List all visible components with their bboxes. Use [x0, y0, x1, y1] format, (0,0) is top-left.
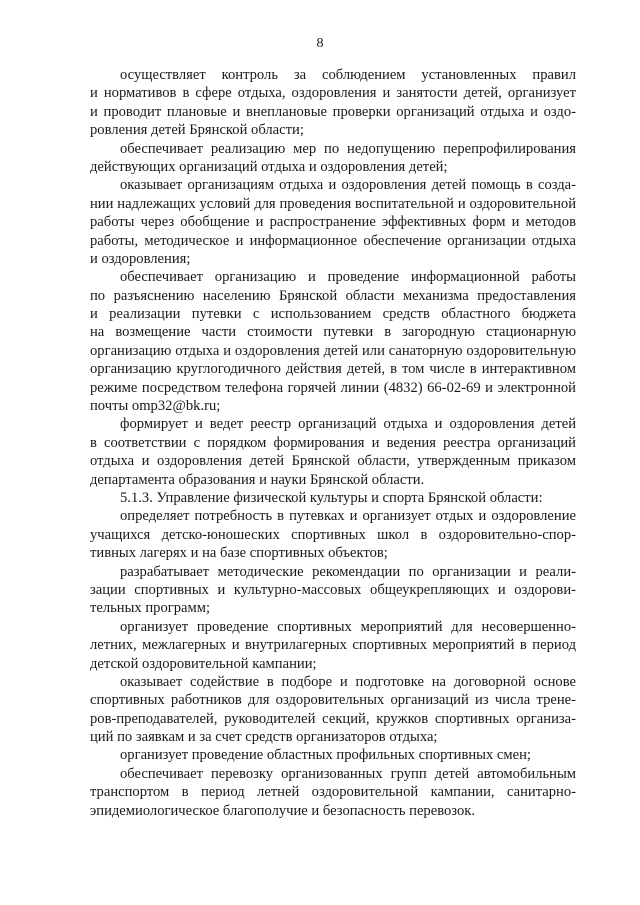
text-line: определяет потребность в путевках и организует отдых и оздоровление	[120, 508, 576, 525]
text-line: ровления детей Брянской области;	[90, 122, 304, 139]
text-line: формирует и ведет реестр организаций отдыха и оздоровления детей	[120, 416, 576, 433]
text-line: и проводит плановые и внеплановые проверки организаций отдыха и оздо-	[90, 103, 576, 120]
text-line: обеспечивает организацию и проведение информационной работы	[120, 269, 576, 286]
text-line: организацию отдыха и оздоровления детей или санаторную оздоровительную	[90, 342, 576, 359]
text-line: и оздоровления;	[90, 250, 191, 267]
text-line: учащихся детско-юношеских спортивных школ в оздоровительно-спор-	[90, 526, 576, 543]
text-line: обеспечивает перевозку организованных групп детей автомобильным	[120, 765, 576, 782]
text-line: зации спортивных и культурно-массовых общеукрепляющих и оздорови-	[90, 581, 576, 598]
text-line: спортивных работников для оздоровительных организаций из числа трене-	[90, 692, 576, 709]
text-line: режиме посредством телефона горячей линии (4832) 66-02-69 и электронной	[90, 379, 576, 396]
text-line: транспортом в период летней оздоровительной кампании, санитарно-	[90, 784, 576, 801]
body-text	[90, 66, 576, 820]
text-line: работы через обобщение и распространение эффективных форм и методов	[90, 214, 576, 231]
text-line: тивных лагерях и на базе спортивных объектов;	[90, 545, 388, 562]
text-line: детской оздоровительной кампании;	[90, 655, 317, 672]
text-line: ров-преподавателей, руководителей секций, кружков спортивных организа-	[90, 710, 576, 727]
text-line: на возмещение части стоимости путевки в загородную стационарную	[90, 324, 576, 341]
text-line: организацию круглогодичного действия детей, в том числе в интерактивном	[90, 361, 576, 378]
text-line: оказывает содействие в подборе и подготовке на договорной основе	[120, 673, 576, 690]
text-line: организует проведение областных профильных спортивных смен;	[120, 747, 531, 764]
text-line: организует проведение спортивных мероприятий для несовершенно-	[120, 618, 576, 635]
text-line: отдыха и оздоровления детей Брянской области, утвержденным приказом	[90, 453, 576, 470]
text-line: и реализации путевки с использованием средств областного бюджета	[90, 306, 576, 323]
text-line: департамента образования и науки Брянской области.	[90, 471, 425, 488]
text-line: по разъяснению населению Брянской области механизма предоставления	[90, 287, 576, 304]
page-number: 8	[316, 36, 324, 51]
text-line: действующих организаций отдыха и оздоровления детей;	[90, 158, 448, 175]
text-line: разрабатывает методические рекомендации по организации и реали-	[120, 563, 576, 580]
text-line: и нормативов в сфере отдыха, оздоровления и занятости детей, организует	[90, 85, 576, 102]
text-line: ций по заявкам и за счет средств организаторов отдыха;	[90, 729, 438, 746]
text-line: нии надлежащих условий для проведения воспитательной и оздоровительной	[90, 195, 576, 212]
text-line: летних, межлагерных и внутрилагерных спортивных мероприятий в период	[90, 637, 576, 654]
text-line: работы, методическое и информационное обеспечение организации отдыха	[90, 232, 576, 249]
text-line: эпидемиологическое благополучие и безопасность перевозок.	[90, 802, 476, 819]
text-line: тельных программ;	[90, 600, 211, 617]
text-line: почты omp32@bk.ru;	[90, 398, 221, 415]
text-line: осуществляет контроль за соблюдением установленных правил	[120, 67, 576, 83]
text-line: в соответствии с порядком формирования и ведения реестра организаций	[90, 434, 576, 451]
text-line: оказывает организациям отдыха и оздоровления детей помощь в созда-	[120, 177, 576, 194]
text-line: обеспечивает реализацию мер по недопущению перепрофилирования	[120, 140, 576, 157]
text-line: 5.1.3. Управление физической культуры и спорта Брянской области:	[120, 489, 543, 506]
